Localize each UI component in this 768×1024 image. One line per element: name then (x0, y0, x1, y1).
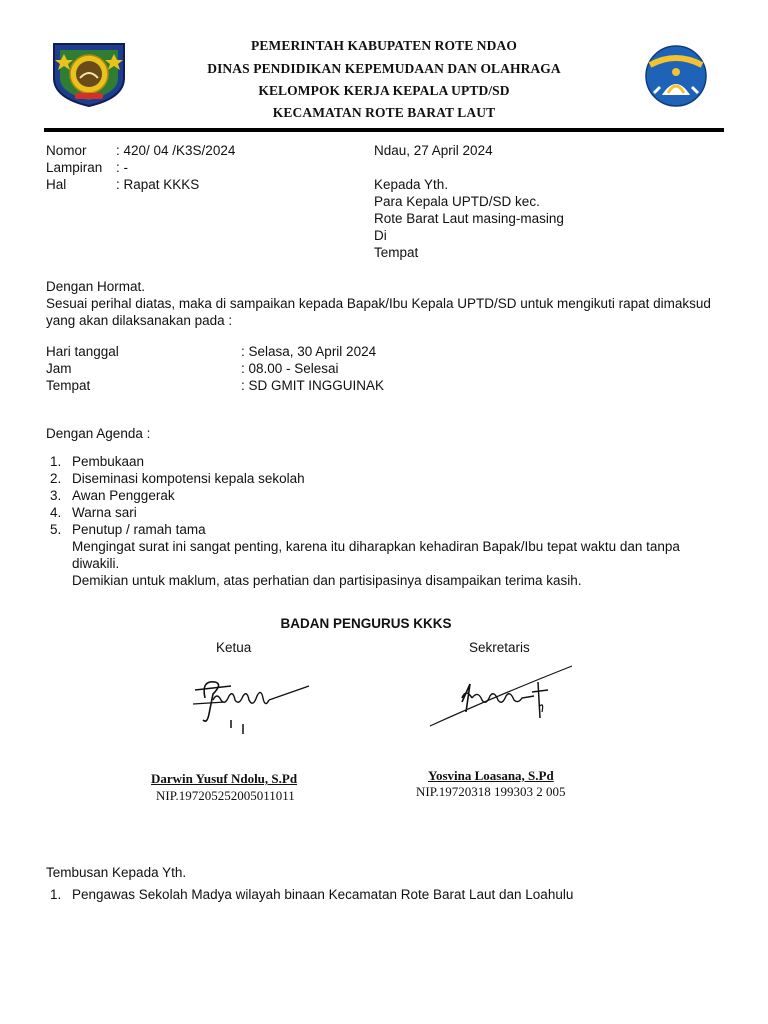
recipient-line-3: Rote Barat Laut masing-masing (374, 211, 564, 226)
letterhead-line-4: KECAMATAN ROTE BARAT LAUT (272, 105, 496, 120)
letterhead-line-3: KELOMPOK KERJA KEPALA UPTD/SD (258, 83, 510, 98)
schedule-time-value: : 08.00 - Selesai (241, 361, 339, 376)
agenda-item-number: 5. (50, 522, 62, 537)
right-signer-role: Sekretaris (469, 640, 530, 655)
place-date: Ndau, 27 April 2024 (374, 143, 493, 158)
greeting: Dengan Hormat. (46, 279, 146, 294)
schedule-day-label: Hari tanggal (46, 344, 119, 359)
lampiran-label: Lampiran (46, 160, 103, 175)
schedule-place-value: : SD GMIT INGGUINAK (241, 378, 385, 393)
recipient-line-4: Di (374, 228, 387, 243)
right-signer-name: Yosvina Loasana, S.Pd (428, 768, 554, 783)
agenda-heading: Dengan Agenda : (46, 426, 151, 441)
letterhead-line-2: DINAS PENDIDIKAN KEPEMUDAAN DAN OLAHRAGA (207, 61, 561, 76)
board-title: BADAN PENGURUS KKKS (280, 616, 452, 631)
cc-item-number: 1. (50, 887, 62, 902)
regency-crest-logo (50, 38, 128, 108)
left-signer-name: Darwin Yusuf Ndolu, S.Pd (151, 771, 298, 786)
agenda-item-number: 3. (50, 488, 62, 503)
letterhead-line-1: PEMERINTAH KABUPATEN ROTE NDAO (251, 38, 517, 53)
agenda-item-number: 1. (50, 454, 62, 469)
agenda-item-text: Warna sari (72, 505, 137, 520)
tut-wuri-handayani-logo (640, 45, 712, 107)
cc-item-text: Pengawas Sekolah Madya wilayah binaan Kecamatan Rote Barat Laut dan Loahulu (72, 887, 574, 902)
recipient-line-2: Para Kepala UPTD/SD kec. (374, 194, 540, 209)
agenda-item-text: Diseminasi kompotensi kepala sekolah (72, 471, 305, 486)
letterhead-divider (44, 128, 724, 132)
lampiran-value: : - (116, 160, 128, 175)
left-signer-nip: NIP.197205252005011011 (156, 788, 295, 803)
agenda-item-number: 4. (50, 505, 62, 520)
nomor-label: Nomor (46, 143, 87, 158)
right-signer-nip: NIP.19720318 199303 2 005 (416, 784, 566, 799)
agenda-item-text: Awan Penggerak (72, 488, 175, 503)
hal-label: Hal (46, 177, 67, 192)
left-signature (185, 668, 315, 744)
recipient-line-5: Tempat (374, 245, 419, 260)
closing-paragraph: Mengingat surat ini sangat penting, karena itu diharapkan kehadiran Bapak/Ibu tepat waktu dan tanpa diwakili. (72, 539, 680, 571)
intro-paragraph: Sesuai perihal diatas, maka di sampaikan kepada Bapak/Ibu Kepala UPTD/SD untuk mengikuti rapat dimaksud yang akan dilaksanakan pada : (46, 296, 711, 328)
closing-thanks: Demikian untuk maklum, atas perhatian dan partisipasinya disampaikan terima kasih. (72, 573, 582, 588)
left-signer-role: Ketua (216, 640, 252, 655)
hal-value: : Rapat KKKS (116, 177, 200, 192)
agenda-item-text: Penutup / ramah tama (72, 522, 206, 537)
schedule-time-label: Jam (46, 361, 72, 376)
nomor-value: : 420/ 04 /K3S/2024 (116, 143, 236, 158)
agenda-item-text: Pembukaan (72, 454, 145, 469)
schedule-place-label: Tempat (46, 378, 91, 393)
cc-heading: Tembusan Kepada Yth. (46, 865, 187, 880)
recipient-line-1: Kepada Yth. (374, 177, 449, 192)
agenda-item-number: 2. (50, 471, 62, 486)
right-signature (426, 662, 576, 732)
schedule-day-value: : Selasa, 30 April 2024 (241, 344, 377, 359)
